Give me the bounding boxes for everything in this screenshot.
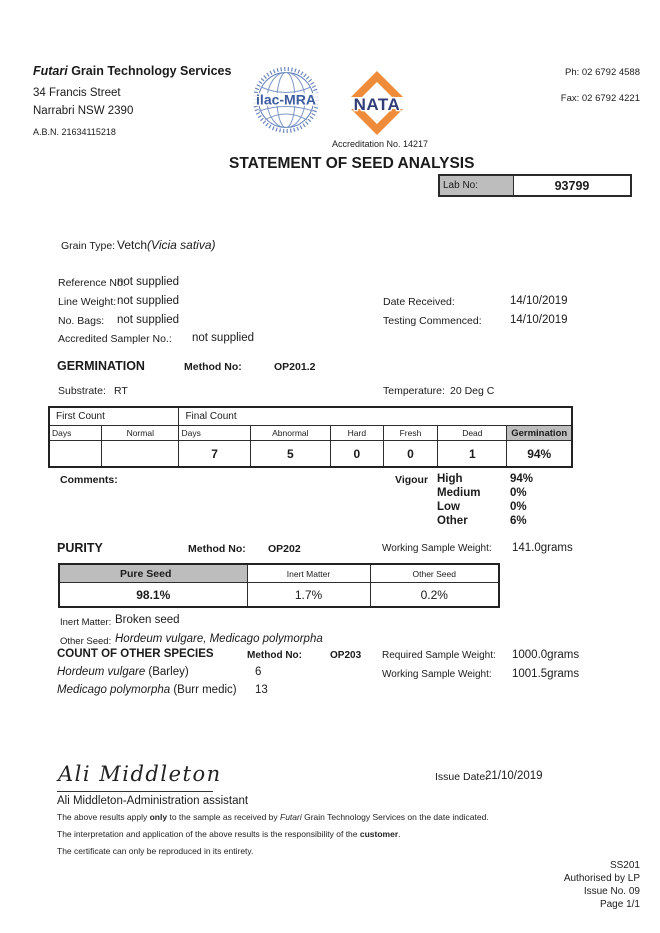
germination-table-group-row [49,407,572,426]
page-title: STATEMENT OF SEED ANALYSIS [229,155,475,172]
col-header-germination: Germination [507,426,572,441]
nata-logo [346,70,408,136]
species-2-common: (Burr medic) [170,684,237,696]
disclaimer-line-2 [57,829,401,839]
species-2-count: 13 [255,684,268,696]
signature-line [57,791,213,792]
col-header-normal: Normal [102,426,179,441]
other-seed-header: Other Seed [370,564,499,583]
purity-table-header-row [59,564,499,583]
other-seed-description: Hordeum vulgare, Medicago polymorpha [115,633,323,645]
disclaimer-2-bold: customer [359,829,399,839]
substrate-label: Substrate: [58,385,106,397]
vigour-other-value: 6% [510,515,527,527]
testing-commenced-label: Testing Commenced: [383,315,482,327]
vigour-low-label: Low [437,501,460,513]
footer-issue-no: Issue No. 09 [583,886,640,897]
inert-matter-label: Inert Matter: [60,617,112,628]
other-seed-label: Other Seed: [60,636,112,647]
footer-page: Page 1/1 [599,899,640,910]
disclaimer-1-mid: to the sample as received by [167,812,281,822]
col-header-abnormal: Abnormal [250,426,330,441]
accreditation-number: Accreditation No. 14217 [332,139,429,149]
signature-handwriting: Ali Middleton [58,762,222,786]
count-method-label: Method No: [247,650,302,661]
accredited-sampler-value: not supplied [192,332,255,344]
species-2-name: Medicago polymorpha [57,684,171,696]
cell-abnormal: 5 [250,441,330,468]
count-method-value: OP203 [330,650,362,661]
cell-normal [102,441,179,468]
issue-date-value: 21/10/2019 [485,770,543,782]
nata-diamond-icon [346,70,408,136]
vigour-medium-label: Medium [437,487,481,499]
inert-matter-description: Broken seed [115,614,180,626]
company-abn: A.B.N. 21634115218 [33,127,116,137]
purity-table [58,563,500,608]
purity-method-label: Method No: [188,543,246,555]
substrate-value: RT [114,385,128,397]
count-section-title: COUNT OF OTHER SPECIES [57,648,214,660]
footer-authorised: Authorised by LP [563,873,640,884]
no-bags-label: No. Bags: [58,315,105,327]
testing-commenced-value: 14/10/2019 [510,314,568,326]
reference-no-label: Reference No: [58,277,126,289]
count-working-weight-label: Working Sample Weight: [382,669,492,680]
company-name-rest: Grain Technology Services [67,64,232,78]
date-received-value: 14/10/2019 [510,295,568,307]
other-seed-value-pct: 0.2% [370,583,499,608]
cell-germination-pct: 94% [507,441,572,468]
species-1-common: (Barley) [145,666,189,678]
company-address-line2: Narrabri NSW 2390 [33,105,134,117]
germination-table-data-row [49,441,572,468]
germination-method-label: Method No: [184,361,242,373]
purity-method-value: OP202 [268,543,301,555]
col-header-dead: Dead [438,426,507,441]
col-header-hard: Hard [331,426,384,441]
nata-logo-text: NATA [353,95,401,114]
germination-table [48,406,573,468]
col-header-days-first: Days [49,426,102,441]
disclaimer-1-bold: only [149,812,168,822]
date-received-label: Date Received: [383,296,455,308]
disclaimer-1-italic: Futari [280,812,302,822]
col-header-fresh: Fresh [383,426,438,441]
grain-type-label: Grain Type: [61,240,116,252]
required-weight-label: Required Sample Weight: [382,650,496,661]
disclaimer-1-pre: The above results apply [57,812,150,822]
grain-type-value [117,238,216,252]
temperature-value: 20 Deg C [450,385,495,397]
vigour-low-value: 0% [510,501,527,513]
footer-doc-code: SS201 [609,860,640,871]
pure-seed-value: 98.1% [59,583,247,608]
grain-type-species: (Vicia sativa) [147,238,216,252]
disclaimer-line-3: The certificate can only be reproduced in its entirety. [57,846,254,856]
grain-type-name: Vetch [117,238,148,252]
count-working-weight-value: 1001.5grams [512,668,580,680]
purity-working-weight-label: Working Sample Weight: [382,543,492,554]
vigour-other-label: Other [437,515,468,527]
species-1-name: Hordeum vulgare [57,666,146,678]
germination-table-header-row [49,426,572,441]
company-address-line1: 34 Francis Street [33,87,121,99]
fax-number: Fax: 02 6792 4221 [560,93,640,104]
col-header-days-final: Days [179,426,250,441]
species-row-1 [57,666,189,678]
ilac-mra-globe-icon [252,66,320,134]
comments-label: Comments: [60,474,118,486]
purity-table-data-row [59,583,499,608]
document-footer [440,859,640,911]
vigour-medium-value: 0% [510,487,527,499]
signatory-title: Ali Middleton-Administration assistant [57,795,249,807]
company-name-brand: Futari [33,64,68,78]
germination-section-title: GERMINATION [57,359,145,373]
purity-section-title: PURITY [57,541,103,555]
ilac-mra-logo [252,66,320,134]
disclaimer-1-post: Grain Technology Services on the date indicated. [301,812,489,822]
lab-no-box [438,174,632,197]
species-1-count: 6 [255,666,262,678]
line-weight-value: not supplied [117,295,180,307]
disclaimer-2-pre: The interpretation and application of the above results is the responsibility of the [57,829,360,839]
reference-no-value: not supplied [117,276,180,288]
inert-matter-header: Inert Matter [247,564,370,583]
species-row-2 [57,684,237,696]
inert-matter-value-pct: 1.7% [247,583,370,608]
disclaimer-line-1 [57,812,489,822]
vigour-high-label: High [437,473,463,485]
temperature-label: Temperature: [383,385,445,397]
lab-no-value: 93799 [554,178,590,193]
cell-fresh: 0 [383,441,438,468]
disclaimer-2-post: . [398,829,401,839]
cell-days-final: 7 [179,441,250,468]
cell-hard: 0 [331,441,384,468]
pure-seed-header: Pure Seed [59,564,247,583]
vigour-label: Vigour [395,474,429,486]
cell-dead: 1 [438,441,507,468]
vigour-high-value: 94% [510,473,534,485]
phone-number: Ph: 02 6792 4588 [564,67,640,78]
no-bags-value: not supplied [117,314,180,326]
ilac-mra-logo-text: ilac-MRA [256,91,316,108]
germination-method-value: OP201.2 [274,361,316,373]
issue-date-label: Issue Date: [435,771,489,783]
cell-days-first [49,441,102,468]
purity-working-weight-value: 141.0grams [512,542,573,554]
required-weight-value: 1000.0grams [512,649,580,661]
final-count-group-header: Final Count [179,407,572,426]
line-weight-label: Line Weight: [58,296,117,308]
accredited-sampler-label: Accredited Sampler No.: [58,333,172,345]
first-count-group-header: First Count [49,407,179,426]
lab-no-label: Lab No: [440,176,514,195]
company-name [33,64,231,78]
